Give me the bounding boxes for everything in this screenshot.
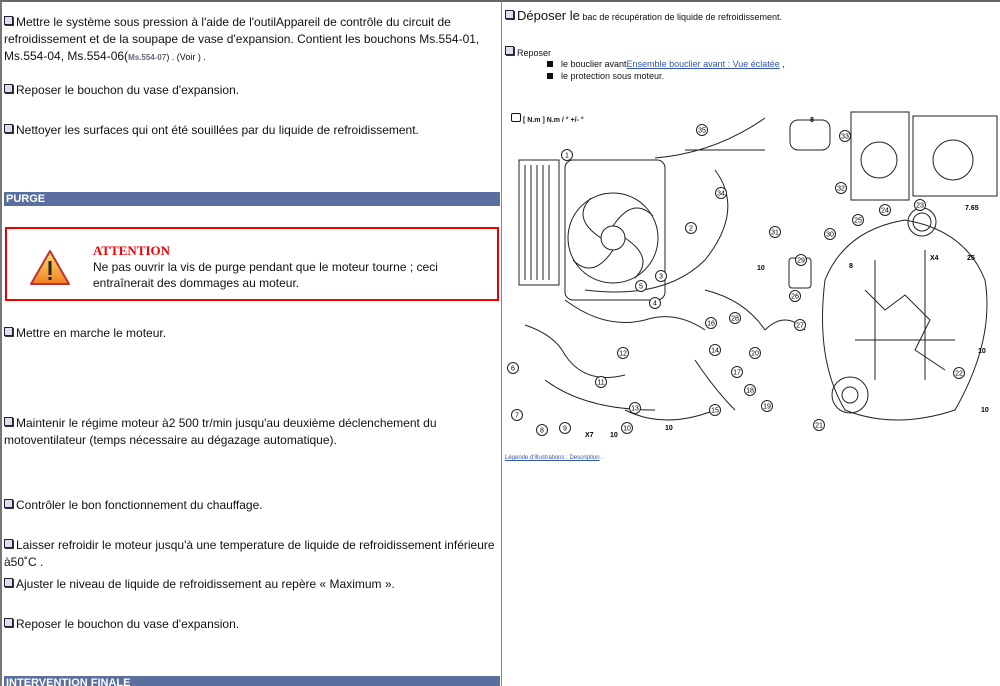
warning-box [5,227,499,301]
checkbox-icon [4,16,13,25]
callout-number: 21 [815,422,823,430]
checkbox-icon [505,46,514,55]
bullet-text: le protection sous moteur. [561,71,665,81]
callout-number: 8 [540,427,544,435]
right-procedure-pane[interactable] [501,0,1000,686]
step-pressurize [4,14,497,66]
torque-value: 10 [757,265,765,272]
callout-number: 27 [796,322,804,330]
callout-number: 20 [751,350,759,358]
callout-number: 17 [733,369,741,377]
checkbox-icon [4,578,13,587]
step-text: Maintenir le régime moteur à2 500 tr/min jusqu'au deuxième déclenchement du motoventilateur (temps nécessaire au dégazage automatique). [4,416,437,447]
step-text: bac de récupération de liquide de refroidissement. [582,12,783,22]
step-text: Nettoyer les surfaces qui ont été souillées par du liquide de refroidissement. [16,123,419,137]
callout-number: 25 [854,217,862,225]
checkbox-icon [4,618,13,627]
callout-number: 22 [955,370,963,378]
detail-inset-1 [851,112,909,200]
callout-number: 1 [565,152,569,160]
step-text: Reposer le bouchon du vase d'expansion. [16,83,240,97]
step-reposer [505,46,551,58]
callout-number: 26 [791,293,799,301]
callout-number: 29 [797,257,805,265]
callout-number: 19 [763,403,771,411]
callout-number: 16 [707,320,715,328]
torque-value: 10 [978,348,986,355]
torque-value: 8 [849,263,853,270]
bullet-icon [547,61,553,67]
warning-title: ATTENTION [93,243,171,258]
step-nettoyer [4,122,497,139]
step-verb: Déposer le [517,8,580,23]
bullet-icon [547,73,553,79]
quantity-multiplier: X7 [585,432,594,439]
bullet-protection [547,71,664,81]
step-text: Reposer [517,48,552,58]
step-text: Ajuster le niveau de liquide de refroidissement au repère « Maximum ». [16,577,395,591]
step-demarrer [4,325,497,342]
callout-number: 24 [881,207,889,215]
step-chauffage [4,497,497,514]
callout-number: 4 [653,300,657,308]
checkbox-icon [4,84,13,93]
checkbox-icon [505,10,514,19]
bullet-text: le bouclier avant [561,59,627,69]
callout-number: 18 [746,387,754,395]
callout-number: 30 [826,231,834,239]
checkbox-icon [4,499,13,508]
callout-number: 34 [717,190,725,198]
section-header-purge: PURGE [4,192,500,206]
step-text: Contrôler le bon fonctionnement du chauffage. [16,498,263,512]
callout-number: 3 [659,273,663,281]
callout-number: 35 [698,127,706,135]
torque-value: 10 [665,425,673,432]
callout-number: 28 [731,315,739,323]
callout-number: 9 [563,425,567,433]
bouclier-link[interactable]: Ensemble bouclier avant : Vue éclatée [626,59,780,69]
step-text: Mettre en marche le moteur. [16,326,167,340]
step-text: Reposer le bouchon du vase d'expansion. [16,617,240,631]
callout-number: 14 [711,347,719,355]
checkbox-icon [4,124,13,133]
step-text: Laisser refroidir le moteur jusqu'à une temperature de liquide de refroidissement inférieure à50˚C . [4,538,495,569]
quantity-multiplier: X4 [930,255,939,262]
callout-number: 2 [689,225,693,233]
legend-tail: . [599,455,603,461]
tool-link[interactable]: Ms.554-07 [128,53,167,62]
step-niveau [4,576,497,593]
callout-number: 13 [631,405,639,413]
callout-number: 7 [515,412,519,420]
callout-number: 32 [837,185,845,193]
detail-inset-2 [913,116,997,196]
step-reposer-bouchon [4,82,497,99]
torque-value: 8 [810,117,814,124]
callout-number: 5 [639,283,643,291]
torque-value: 10 [981,407,989,414]
checkbox-icon [4,327,13,336]
callout-number: 10 [623,425,631,433]
warning-text: Ne pas ouvrir la vis de purge pendant que le moteur tourne ; ceci entraînerait des dommages au moteur. [93,260,438,290]
checkbox-icon [4,417,13,426]
torque-value: 25 [967,255,975,262]
section-header-final: INTERVENTION FINALE [4,676,500,686]
checkbox-icon [4,539,13,548]
callout-number: 31 [771,229,779,237]
torque-value: 10 [610,432,618,439]
legend-line [505,455,603,461]
step-refroidir [4,537,497,571]
step-reposer-bouchon-2 [4,616,497,633]
callout-number: 11 [597,379,605,387]
torque-legend-text: [ N.m ] N.m / ° +/- ° [523,117,584,124]
callout-number: 33 [841,133,849,141]
step-text: Mettre le système sous pression à l'aide de l'outilAppareil de contrôle du circuit de refroidissement et de la soupape de vase d'expansion. Contient les bouchons Ms.554-01, Ms.554-04, Ms.554-06( [4,15,480,63]
callout-number: 15 [711,407,719,415]
legend-link[interactable]: Légende d'illustrations : Description [505,455,600,461]
callout-number: 23 [916,202,924,210]
step-tail: ) . (Voir ) . [166,52,206,62]
callout-number: 6 [511,365,515,373]
step-regime [4,415,497,449]
warning-icon [29,249,71,287]
torque-value: 7.65 [965,205,979,212]
bullet-tail: , [779,59,785,69]
callout-number: 12 [619,350,627,358]
diagram-drawing [505,110,999,440]
step-deposer-bac [505,8,782,23]
bullet-bouclier [547,59,785,69]
cooling-circuit-exploded-diagram [505,110,999,440]
